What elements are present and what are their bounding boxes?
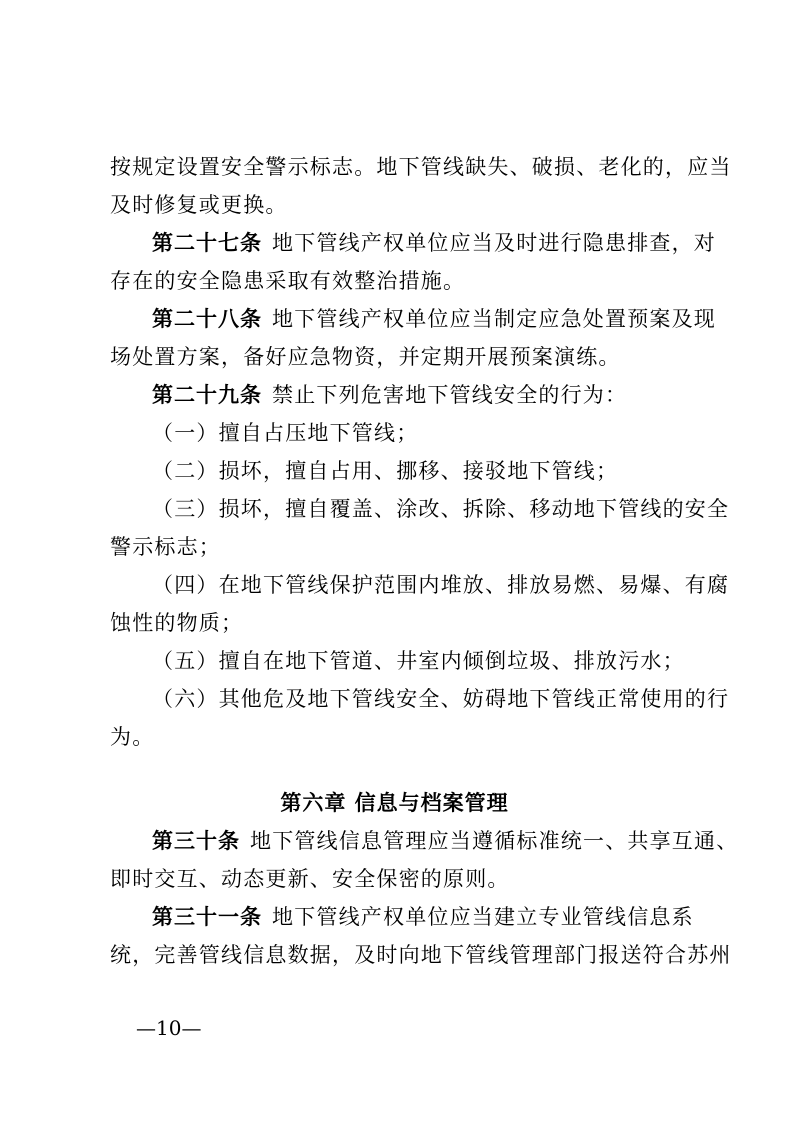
line-text: 地下管线产权单位应当建立专业管线信息系 — [272, 905, 694, 929]
line-text: （五）擅自在地下管道、井室内倾倒垃圾、排放污水； — [152, 649, 685, 673]
paragraph-line — [110, 152, 732, 182]
line-text: 存在的安全隐患采取有效整治措施。 — [110, 269, 466, 293]
paragraph-line — [110, 342, 690, 372]
line-text: （一）擅自占压地下管线； — [152, 421, 419, 445]
article-27-line — [152, 228, 716, 258]
line-text: 场处置方案，备好应急物资，并定期开展预案演练。 — [110, 345, 621, 369]
line-text: （二）损坏，擅自占用、挪移、接驳地下管线； — [152, 459, 619, 483]
line-text: （三）损坏，擅自覆盖、涂改、拆除、移动地下管线的安全 — [152, 497, 730, 521]
paragraph-line — [110, 190, 690, 220]
paragraph-line — [110, 864, 690, 894]
line-text: 及时修复或更换。 — [110, 193, 288, 217]
article-label: 第二十七条 — [152, 231, 262, 255]
article-label: 第二十九条 — [152, 383, 262, 407]
line-text: 地下管线信息管理应当遵循标准统一、共享互通、 — [250, 829, 739, 853]
list-item — [152, 418, 690, 448]
article-label: 第二十八条 — [152, 307, 262, 331]
line-text: 地下管线产权单位应当及时进行隐患排查，对 — [272, 231, 716, 255]
list-item — [152, 570, 730, 600]
line-text: （六）其他危及地下管线安全、妨碍地下管线正常使用的行 — [152, 687, 730, 711]
article-31-line — [152, 902, 694, 932]
article-label: 第三十一条 — [152, 905, 262, 929]
line-text: 按规定设置安全警示标志。地下管线缺失、破损、老化的，应当 — [110, 155, 732, 179]
article-label: 第三十条 — [152, 829, 240, 853]
list-item — [152, 456, 690, 486]
paragraph-line — [110, 608, 690, 638]
line-text: 为。 — [110, 725, 155, 749]
paragraph-line — [110, 532, 690, 562]
paragraph-line — [110, 722, 690, 752]
line-text: 蚀性的物质； — [110, 611, 244, 635]
line-text: 禁止下列危害地下管线安全的行为： — [272, 383, 628, 407]
list-item — [152, 494, 730, 524]
article-30-line — [152, 826, 739, 856]
list-item — [152, 646, 690, 676]
list-item — [152, 684, 730, 714]
line-text: （四）在地下管线保护范围内堆放、排放易燃、易爆、有腐 — [152, 573, 730, 597]
page-number: —10— — [136, 1016, 202, 1040]
article-28-line — [152, 304, 716, 334]
paragraph-line — [110, 940, 732, 970]
chapter-heading: 第六章 信息与档案管理 — [280, 791, 509, 815]
line-text: 地下管线产权单位应当制定应急处置预案及现 — [272, 307, 716, 331]
article-29-line — [152, 380, 690, 410]
paragraph-line — [110, 266, 690, 296]
line-text: 统，完善管线信息数据，及时向地下管线管理部门报送符合苏州 — [110, 943, 732, 967]
line-text: 警示标志； — [110, 535, 221, 559]
line-text: 即时交互、动态更新、安全保密的原则。 — [110, 867, 510, 891]
